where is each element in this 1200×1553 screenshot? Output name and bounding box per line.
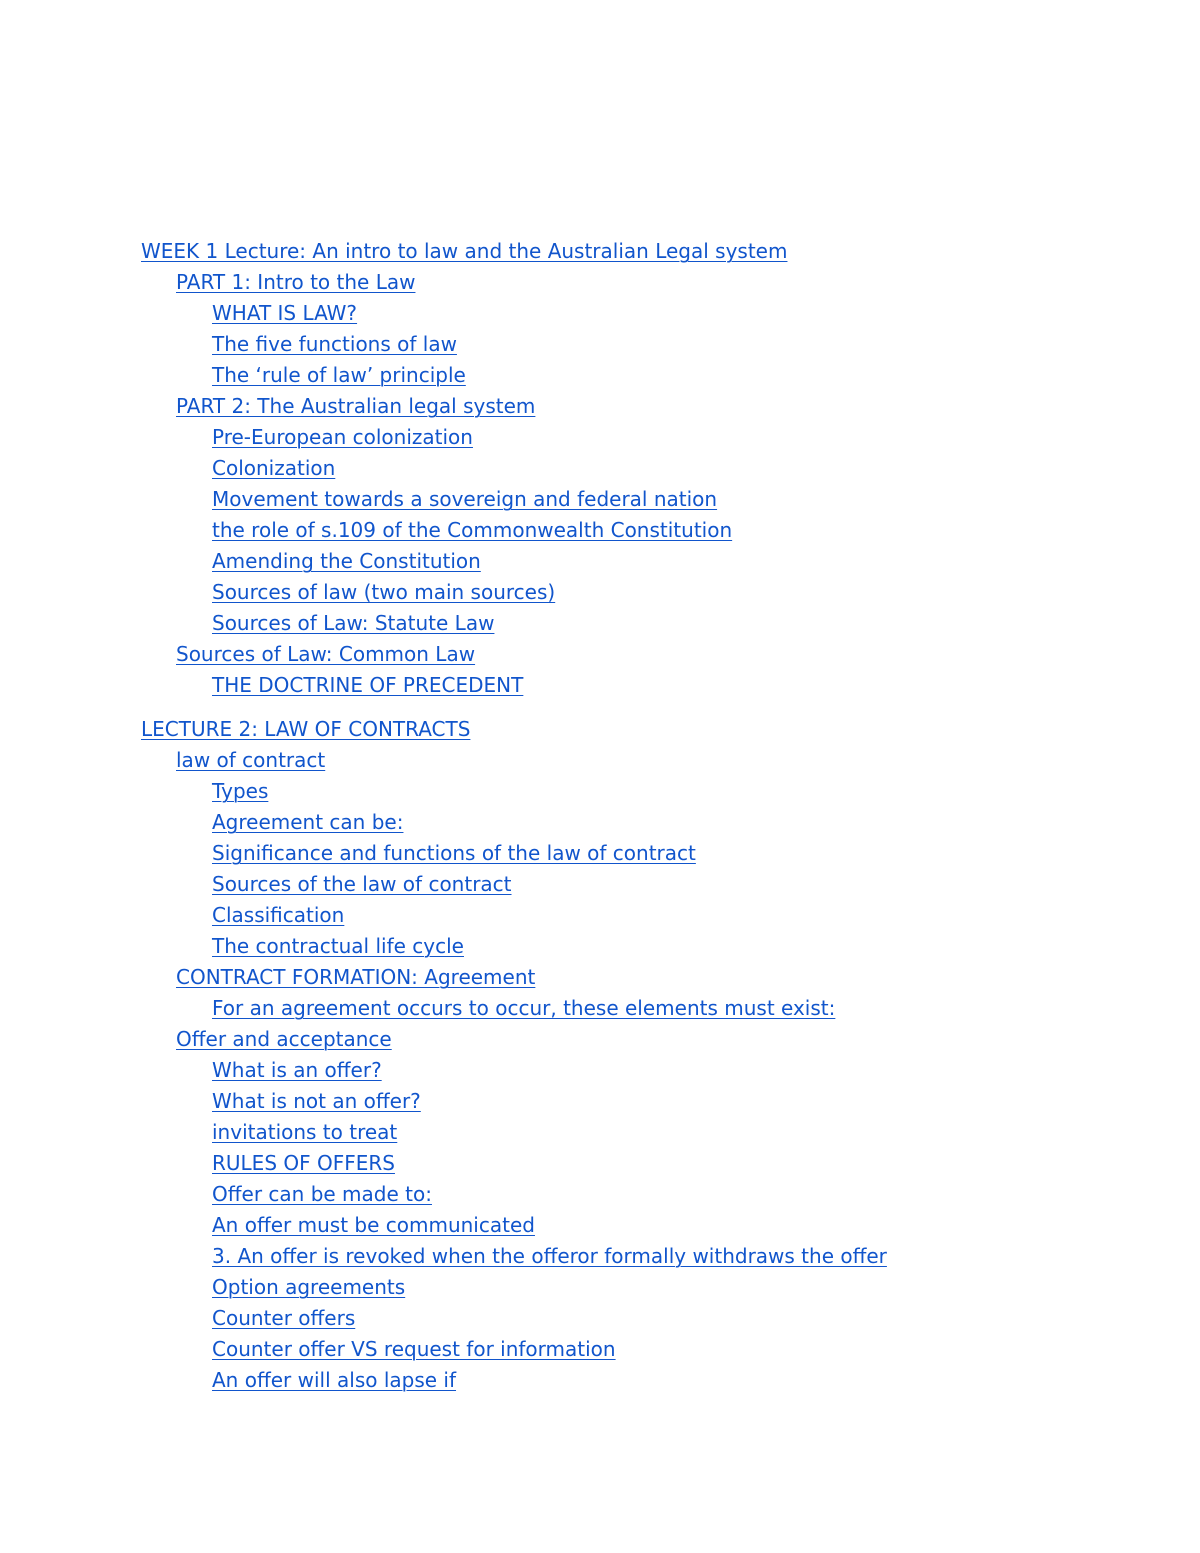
toc-link-level-2[interactable]: PART 2: The Australian legal system <box>176 394 536 418</box>
toc-link-level-3[interactable]: Colonization <box>212 456 336 480</box>
toc-section <box>141 714 1141 1396</box>
toc-link-level-1[interactable]: WEEK 1 Lecture: An intro to law and the Australian Legal system <box>141 239 788 263</box>
toc-link-level-3[interactable]: Movement towards a sovereign and federal nation <box>212 487 718 511</box>
toc-link-level-3[interactable]: Pre-European colonization <box>212 425 473 449</box>
toc-link-level-3[interactable]: The contractual life cycle <box>212 934 464 958</box>
toc-link-level-3[interactable]: Classification <box>212 903 345 927</box>
toc-link-level-3[interactable]: Agreement can be: <box>212 810 404 834</box>
toc-link-level-3[interactable]: Sources of law (two main sources) <box>212 580 556 604</box>
toc-link-level-2[interactable]: PART 1: Intro to the Law <box>176 270 416 294</box>
toc-link-level-3[interactable]: WHAT IS LAW? <box>212 301 358 325</box>
toc-link-level-3[interactable]: The ‘rule of law’ principle <box>212 363 466 387</box>
toc-link-level-3[interactable]: invitations to treat <box>212 1120 398 1144</box>
toc-link-level-1[interactable]: LECTURE 2: LAW OF CONTRACTS <box>141 717 471 741</box>
toc-link-level-3[interactable]: RULES OF OFFERS <box>212 1151 395 1175</box>
toc-link-level-3[interactable]: Amending the Constitution <box>212 549 481 573</box>
toc-link-level-2[interactable]: Sources of Law: Common Law <box>176 642 476 666</box>
toc-link-level-3[interactable]: The five functions of law <box>212 332 457 356</box>
toc-link-level-3[interactable]: Offer can be made to: <box>212 1182 432 1206</box>
toc-link-level-3[interactable]: Option agreements <box>212 1275 406 1299</box>
table-of-contents <box>141 236 1141 1396</box>
toc-link-level-3[interactable]: Counter offers <box>212 1306 356 1330</box>
toc-link-level-3[interactable]: Types <box>212 779 269 803</box>
toc-link-level-3[interactable]: What is an offer? <box>212 1058 382 1082</box>
toc-link-level-2[interactable]: Offer and acceptance <box>176 1027 392 1051</box>
toc-section <box>141 236 1141 701</box>
toc-link-level-3[interactable]: Sources of Law: Statute Law <box>212 611 495 635</box>
toc-link-level-2[interactable]: CONTRACT FORMATION: Agreement <box>176 965 536 989</box>
toc-link-level-2[interactable]: law of contract <box>176 748 326 772</box>
toc-link-level-3[interactable]: For an agreement occurs to occur, these elements must exist: <box>212 996 836 1020</box>
toc-link-level-3[interactable]: An offer must be communicated <box>212 1213 535 1237</box>
toc-link-level-3[interactable]: THE DOCTRINE OF PRECEDENT <box>212 673 524 697</box>
toc-link-level-3[interactable]: An offer will also lapse if <box>212 1368 457 1392</box>
toc-link-level-3[interactable]: What is not an offer? <box>212 1089 421 1113</box>
toc-link-level-3[interactable]: the role of s.109 of the Commonwealth Constitution <box>212 518 733 542</box>
toc-link-level-3[interactable]: Significance and functions of the law of contract <box>212 841 696 865</box>
toc-link-level-3[interactable]: 3. An offer is revoked when the offeror formally withdraws the offer <box>212 1244 887 1268</box>
toc-link-level-3[interactable]: Sources of the law of contract <box>212 872 512 896</box>
toc-link-level-3[interactable]: Counter offer VS request for information <box>212 1337 616 1361</box>
